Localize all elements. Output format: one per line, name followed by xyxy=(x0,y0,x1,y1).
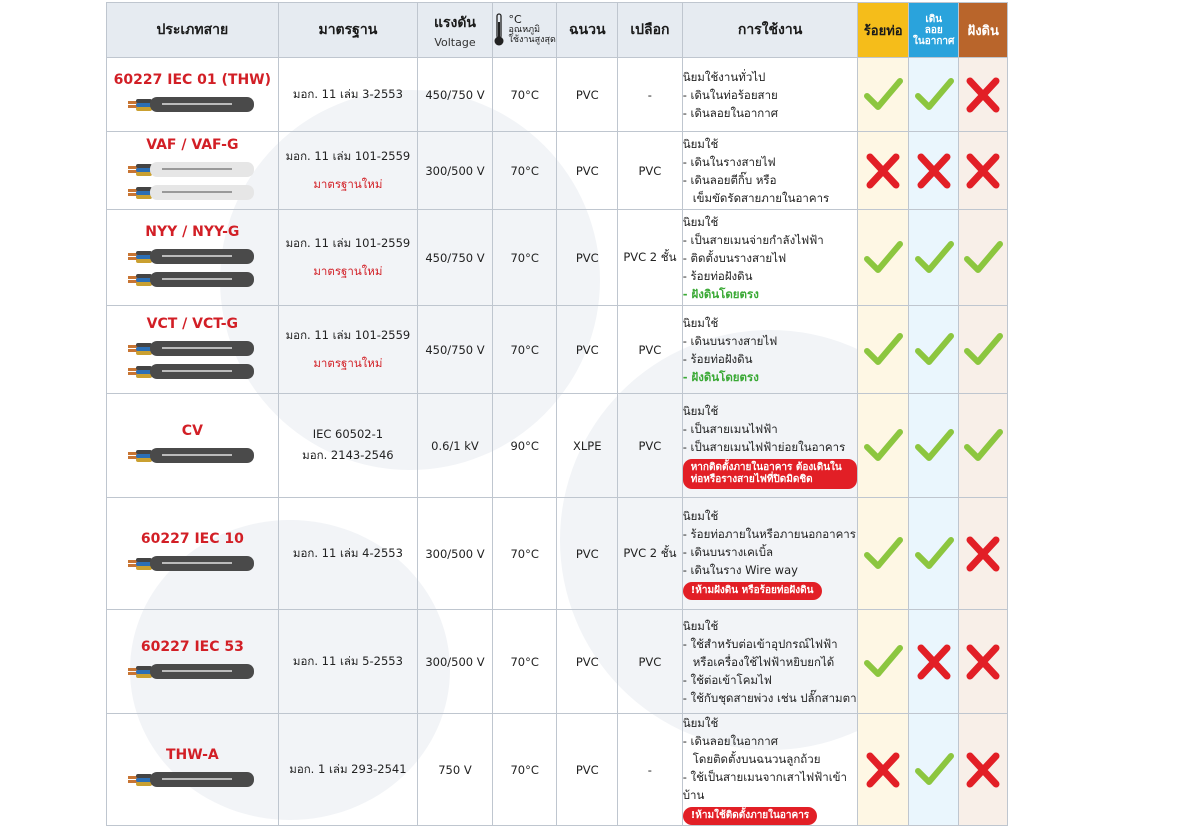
sheath-cell: PVC xyxy=(618,394,683,498)
standard-value: มอก. 11 เล่ม 101-2559 xyxy=(285,327,411,342)
air-mark-cell xyxy=(908,498,959,610)
check-icon xyxy=(863,330,903,370)
cross-icon xyxy=(963,151,1003,191)
usage-line: นิยมใช้ xyxy=(682,509,719,523)
cable-type-cell xyxy=(107,714,279,826)
sheath-cell: PVC 2 ชั้น xyxy=(618,210,683,306)
standard-cell xyxy=(278,58,417,132)
usage-line: - เป็นสายเมนจ่ายกำลังไฟฟ้า xyxy=(682,232,824,247)
buried-mark-cell xyxy=(959,132,1008,210)
standard-value: มอก. 11 เล่ม 4-2553 xyxy=(292,545,403,560)
standard-cell xyxy=(278,394,417,498)
cable-type-name: NYY / NYY-G xyxy=(145,223,240,240)
cable-image xyxy=(128,553,256,573)
insulation-cell: PVC xyxy=(557,58,618,132)
usage-cell xyxy=(682,498,858,610)
usage-cell xyxy=(682,132,858,210)
cable-type-name: THW-A xyxy=(165,747,219,763)
air-mark-cell xyxy=(908,210,959,306)
voltage-cell: 0.6/1 kV xyxy=(418,394,493,498)
cable-image xyxy=(128,269,256,289)
cross-icon xyxy=(914,642,954,682)
usage-line: - เดินในรางสายไฟ xyxy=(682,154,776,169)
usage-cell xyxy=(682,210,858,306)
table-row xyxy=(107,714,1008,826)
buried-mark-cell xyxy=(959,210,1008,306)
check-icon xyxy=(863,75,903,115)
conduit-mark-cell xyxy=(858,306,909,394)
cable-type-name: 60227 IEC 53 xyxy=(140,639,244,655)
usage-line: นิยมใช้ xyxy=(682,716,719,730)
usage-line: - เป็นสายเมนไฟฟ้าย่อยในอาคาร xyxy=(682,440,846,454)
cable-type-name: CV xyxy=(181,423,203,439)
standard-value: IEC 60502-1 xyxy=(312,426,384,441)
standard-value: มอก. 2143-2546 xyxy=(302,447,394,462)
temp-cell: 90°C xyxy=(492,394,557,498)
header-voltage: แรงดัน Voltage xyxy=(418,3,493,58)
table-row xyxy=(107,306,1008,394)
buried-mark-cell xyxy=(959,498,1008,610)
buried-mark-cell xyxy=(959,610,1008,714)
check-icon xyxy=(863,426,903,466)
voltage-cell: 450/750 V xyxy=(418,210,493,306)
cable-image xyxy=(128,769,256,789)
check-icon xyxy=(914,534,954,574)
usage-line: นิยมใช้ xyxy=(682,618,719,633)
header-conduit: ร้อยท่อ xyxy=(858,3,909,58)
voltage-cell: 300/500 V xyxy=(418,498,493,610)
cross-icon xyxy=(963,75,1003,115)
temp-cell: 70°C xyxy=(492,210,557,306)
header-sheath: เปลือก xyxy=(618,3,683,58)
header-air: เดิน ลอย ในอากาศ xyxy=(908,3,959,58)
usage-cell xyxy=(682,394,858,498)
voltage-cell: 450/750 V xyxy=(418,306,493,394)
usage-line: - เป็นสายเมนไฟฟ้า xyxy=(682,422,778,436)
air-mark-cell xyxy=(908,58,959,132)
cable-image xyxy=(128,94,256,114)
sheath-cell: PVC xyxy=(618,610,683,714)
insulation-cell: PVC xyxy=(557,610,618,714)
temp-cell: 70°C xyxy=(492,58,557,132)
header-voltage-sub: Voltage xyxy=(434,35,476,49)
conduit-mark-cell xyxy=(858,58,909,132)
standard-cell xyxy=(278,306,417,394)
cable-image xyxy=(128,445,256,465)
cross-icon xyxy=(863,151,903,191)
table-row xyxy=(107,210,1008,306)
usage-line-highlight: - ฝังดินโดยตรง xyxy=(682,369,759,384)
standard-value: มอก. 11 เล่ม 101-2559 xyxy=(285,148,411,163)
cable-type-name: VCT / VCT-G xyxy=(146,315,239,332)
sheath-cell: - xyxy=(618,714,683,826)
cable-type-name: 60227 IEC 10 xyxy=(140,531,244,547)
insulation-cell: PVC xyxy=(557,306,618,394)
usage-cell xyxy=(682,714,858,826)
conduit-mark-cell xyxy=(858,610,909,714)
conduit-mark-cell xyxy=(858,498,909,610)
air-mark-cell xyxy=(908,394,959,498)
sheath-cell: - xyxy=(618,58,683,132)
check-icon xyxy=(863,642,903,682)
cable-type-name: VAF / VAF-G xyxy=(146,136,239,153)
cable-type-cell xyxy=(107,306,279,394)
air-mark-cell xyxy=(908,610,959,714)
usage-line-highlight: - ฝังดินโดยตรง xyxy=(682,286,759,301)
usage-line: - เดินลอยตีกิ๊บ หรือ xyxy=(682,172,777,187)
voltage-cell: 450/750 V xyxy=(418,58,493,132)
temp-label-2: ใช้งานสูงสุด xyxy=(508,35,556,45)
usage-line: - ใช้ต่อเข้าโคมไฟ xyxy=(682,672,772,687)
conduit-mark-cell xyxy=(858,394,909,498)
cable-comparison-table xyxy=(106,2,1008,826)
header-usage: การใช้งาน xyxy=(682,3,858,58)
usage-line: - เดินในราง Wire way xyxy=(682,563,798,577)
insulation-cell: PVC xyxy=(557,132,618,210)
temp-label-1: อุณหภูมิ xyxy=(508,25,541,35)
insulation-cell: PVC xyxy=(557,714,618,826)
standard-cell xyxy=(278,210,417,306)
usage-line: นิยมใช้ xyxy=(682,404,719,418)
new-standard-label: มาตรฐานใหม่ xyxy=(313,263,383,278)
check-icon xyxy=(863,534,903,574)
conduit-mark-cell xyxy=(858,132,909,210)
sheath-cell: PVC xyxy=(618,306,683,394)
table-row xyxy=(107,58,1008,132)
header-temperature xyxy=(492,3,557,58)
check-icon xyxy=(914,750,954,790)
standard-value: มอก. 11 เล่ม 3-2553 xyxy=(292,86,403,101)
usage-cell xyxy=(682,58,858,132)
standard-value: มอก. 11 เล่ม 101-2559 xyxy=(285,235,411,250)
cross-icon xyxy=(963,642,1003,682)
usage-line: - ร้อยท่อภายในหรือภายนอกอาคาร xyxy=(682,527,856,541)
header-insulation: ฉนวน xyxy=(557,3,618,58)
temp-cell: 70°C xyxy=(492,714,557,826)
standard-cell xyxy=(278,498,417,610)
cable-type-cell xyxy=(107,58,279,132)
voltage-cell: 300/500 V xyxy=(418,610,493,714)
cross-icon xyxy=(863,750,903,790)
sheath-cell: PVC 2 ชั้น xyxy=(618,498,683,610)
cable-image xyxy=(128,661,256,681)
temp-cell: 70°C xyxy=(492,306,557,394)
warning-badge: หากติดตั้งภายในอาคาร ต้องเดินในท่อหรือรางสายไฟที่ปิดมิดชิด xyxy=(683,459,858,489)
temp-cell: 70°C xyxy=(492,498,557,610)
usage-line: - เดินบนรางสายไฟ xyxy=(682,333,778,348)
check-icon xyxy=(963,426,1003,466)
buried-mark-cell xyxy=(959,714,1008,826)
cross-icon xyxy=(963,534,1003,574)
check-icon xyxy=(914,75,954,115)
usage-line: นิยมใช้งานทั่วไป xyxy=(682,69,766,84)
buried-mark-cell xyxy=(959,58,1008,132)
usage-line: - เดินลอยในอากาศ xyxy=(682,105,779,120)
thermometer-icon xyxy=(493,13,505,47)
check-icon xyxy=(914,330,954,370)
usage-cell xyxy=(682,610,858,714)
header-buried: ฝังดิน xyxy=(959,3,1008,58)
warning-badge: !ห้ามฝังดิน หรือร้อยท่อฝังดิน xyxy=(683,582,822,600)
usage-line: - ใช้สำหรับต่อเข้าอุปกรณ์ไฟฟ้า xyxy=(682,636,838,651)
usage-line: - ร้อยท่อฝังดิน xyxy=(682,351,753,366)
voltage-cell: 750 V xyxy=(418,714,493,826)
table-row xyxy=(107,394,1008,498)
buried-mark-cell xyxy=(959,394,1008,498)
usage-line: - ใช้เป็นสายเมนจากเสาไฟฟ้าเข้าบ้าน xyxy=(682,770,847,802)
voltage-cell: 300/500 V xyxy=(418,132,493,210)
cross-icon xyxy=(914,151,954,191)
header-row xyxy=(107,3,1008,58)
cable-image xyxy=(128,338,256,358)
header-standard: มาตรฐาน xyxy=(278,3,417,58)
standard-cell xyxy=(278,132,417,210)
cable-type-name: 60227 IEC 01 (THW) xyxy=(113,72,272,88)
usage-line: นิยมใช้ xyxy=(682,136,719,151)
usage-line: หรือเครื่องใช้ไฟฟ้าหยิบยกได้ xyxy=(692,654,835,669)
temp-cell: 70°C xyxy=(492,132,557,210)
buried-mark-cell xyxy=(959,306,1008,394)
standard-value: มอก. 11 เล่ม 5-2553 xyxy=(292,653,403,668)
usage-line: - เดินบนรางเคเบิ้ล xyxy=(682,545,774,559)
check-icon xyxy=(914,426,954,466)
usage-line: - ติดตั้งบนรางสายไฟ xyxy=(682,250,787,265)
temp-unit: °C xyxy=(508,13,522,26)
check-icon xyxy=(963,238,1003,278)
cable-type-cell xyxy=(107,394,279,498)
usage-line: เข็มขัดรัดสายภายในอาคาร xyxy=(692,190,830,205)
new-standard-label: มาตรฐานใหม่ xyxy=(313,176,383,191)
new-standard-label: มาตรฐานใหม่ xyxy=(313,355,383,370)
warning-badge: !ห้ามใช้ติดตั้งภายในอาคาร xyxy=(683,807,817,825)
insulation-cell: XLPE xyxy=(557,394,618,498)
usage-line: - ใช้กับชุดสายพ่วง เช่น ปลั๊กสามตา xyxy=(682,690,857,705)
usage-cell xyxy=(682,306,858,394)
cable-type-cell xyxy=(107,132,279,210)
usage-line: โดยติดตั้งบนฉนวนลูกถ้วย xyxy=(692,752,821,766)
insulation-cell: PVC xyxy=(557,498,618,610)
cable-image xyxy=(128,246,256,266)
sheath-cell: PVC xyxy=(618,132,683,210)
temp-cell: 70°C xyxy=(492,610,557,714)
standard-cell xyxy=(278,714,417,826)
header-type: ประเภทสาย xyxy=(107,3,279,58)
air-mark-cell xyxy=(908,132,959,210)
table-row xyxy=(107,498,1008,610)
standard-cell xyxy=(278,610,417,714)
cable-type-cell xyxy=(107,210,279,306)
check-icon xyxy=(914,238,954,278)
conduit-mark-cell xyxy=(858,714,909,826)
insulation-cell: PVC xyxy=(557,210,618,306)
table-row xyxy=(107,610,1008,714)
usage-line: - ร้อยท่อฝังดิน xyxy=(682,268,753,283)
standard-value: มอก. 1 เล่ม 293-2541 xyxy=(289,761,407,776)
cable-image xyxy=(128,159,256,179)
cross-icon xyxy=(963,750,1003,790)
table-row xyxy=(107,132,1008,210)
check-icon xyxy=(963,330,1003,370)
usage-line: - เดินลอยในอากาศ xyxy=(682,734,779,748)
usage-line: นิยมใช้ xyxy=(682,214,719,229)
cable-image xyxy=(128,361,256,381)
usage-line: - เดินในท่อร้อยสาย xyxy=(682,87,778,102)
cable-image xyxy=(128,182,256,202)
cable-type-cell xyxy=(107,498,279,610)
check-icon xyxy=(863,238,903,278)
cable-type-cell xyxy=(107,610,279,714)
air-mark-cell xyxy=(908,306,959,394)
usage-line: นิยมใช้ xyxy=(682,315,719,330)
air-mark-cell xyxy=(908,714,959,826)
conduit-mark-cell xyxy=(858,210,909,306)
